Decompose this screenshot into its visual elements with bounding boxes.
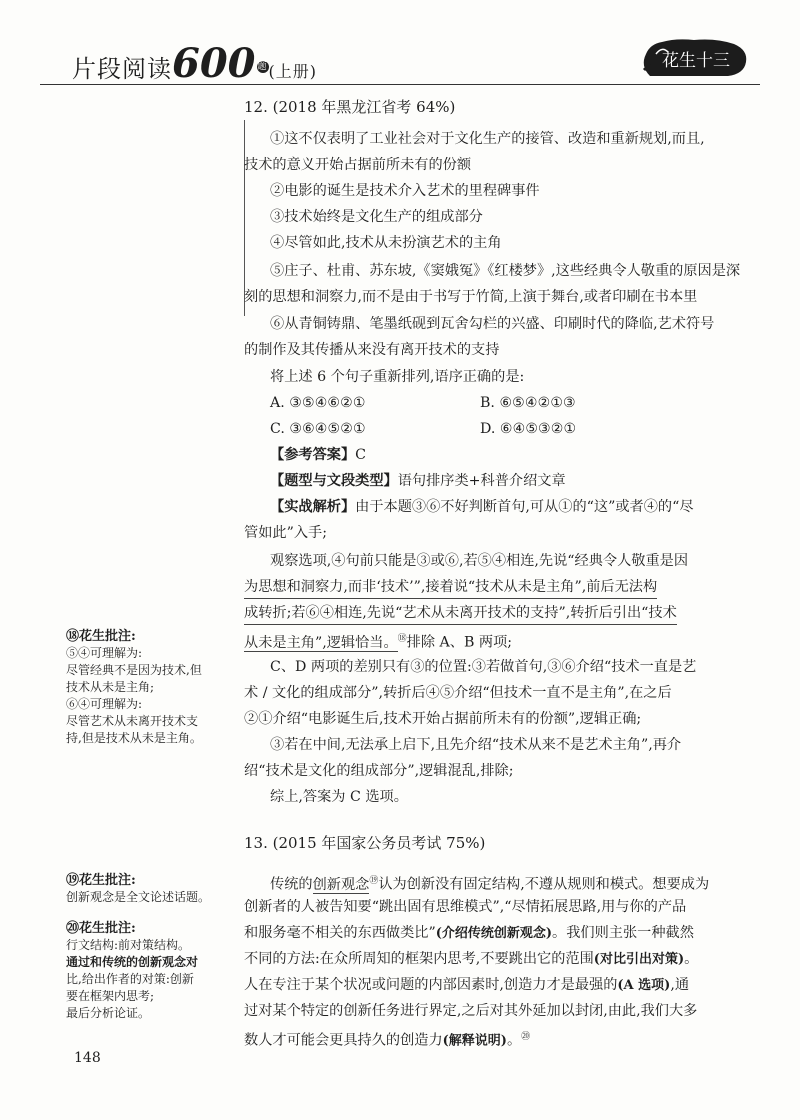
passage-13-text-4a: 不同的方法:在众所周知的框架内思考,不要跳出它的范围: [244, 951, 594, 967]
passage-13-text-7a: 数人才可能会更具持久的创造力: [244, 1032, 443, 1049]
analysis-para-2-line-1: 观察选项,④句前只能是③或⑥,若⑤④相连,先说“经典令人敬重是因: [270, 553, 689, 569]
note-20-marker: ⑳: [521, 1032, 531, 1042]
header-title-prefix: 片段阅读: [72, 55, 172, 83]
analysis-line-2: 管如此”入手;: [244, 525, 327, 541]
logo-graphic: [636, 36, 752, 80]
header-rule: [40, 84, 760, 85]
type-label: 【题型与文段类型】: [270, 473, 398, 489]
side-note-20-line-3: 比,给出作者的对策:创新: [66, 972, 194, 986]
passage-13-text-5a: 人在专注于某个状况或问题的内部因素时,创造力才是最强的: [244, 977, 618, 993]
sentence-1-line-1: ①这不仅表明了工业社会对于文化生产的接管、改造和重新规划,而且,: [270, 131, 705, 147]
passage-13-text-1a: 传统的: [270, 876, 313, 893]
side-note-19-title: ⑲花生批注:: [66, 873, 136, 888]
sentence-5-line-2: 刻的思想和洞察力,而不是由于书写于竹简,上演于舞台,或者印刷在书本里: [244, 289, 698, 305]
side-note-18: [66, 628, 202, 747]
type-value: 语句排序类+科普介绍文章: [397, 473, 566, 489]
sentence-5-line-1: ⑤庄子、杜甫、苏东坡,《窦娥冤》《红楼梦》,这些经典令人敬重的原因是深: [270, 263, 741, 279]
sentence-6-line-1: ⑥从青铜铸鼎、笔墨纸砚到瓦舍勾栏的兴盛、印刷时代的降临,艺术符号: [270, 316, 715, 332]
brand-logo: [636, 36, 752, 80]
passage-13-line-6: 过对某个特定的创新任务进行界定,之后对其外延加以封闭,由此,我们大多: [244, 1003, 698, 1019]
passage-13-text-3b: 。我们则主张一种截然: [552, 925, 694, 941]
analysis-para-3-line-2: 术 / 文化的组成部分”,转折后④⑤介绍“但技术一直不是主角”,在之后: [244, 685, 672, 701]
answer-label: 【参考答案】: [270, 447, 356, 463]
side-note-20-line-1: 行文结构:前对策结构。: [66, 938, 191, 952]
passage-13-line-7: [244, 1026, 530, 1053]
side-note-18-line-2: 尽管经典不是因为技术,但: [66, 663, 202, 677]
note-19-marker: ⑲: [369, 876, 379, 886]
analysis-line-1: [270, 496, 694, 518]
reference-answer: [270, 444, 366, 466]
sentence-6-line-2: 的制作及其传播从来没有离开技术的支持: [244, 342, 500, 358]
sentence-2: ②电影的诞生是技术介入艺术的里程碑事件: [270, 183, 540, 199]
option-d: D. ⑥④⑤③②①: [480, 421, 577, 437]
header-title-badge: 题: [257, 62, 268, 72]
analysis-para-4-line-2: 绍“技术是文化的组成部分”,逻辑混乱,排除;: [244, 763, 514, 779]
passage-13-line-4: [244, 948, 698, 971]
analysis-para-3-line-3: ②①介绍“电影诞生后,技术开始占据前所未有的份额”,逻辑正确;: [244, 711, 642, 727]
passage-13-annotation-2: (对比引出对策): [593, 952, 685, 967]
running-header-title: [72, 40, 317, 87]
analysis-eliminate: 排除 A、B 两项;: [406, 634, 513, 651]
sentence-3: ③技术始终是文化生产的组成部分: [270, 209, 483, 225]
passage-13-line-5: [244, 974, 689, 997]
analysis-conclusion: 综上,答案为 C 选项。: [270, 789, 408, 805]
sentence-1-line-2: 技术的意义开始占据前所未有的份额: [244, 157, 472, 173]
passage-13-annotation-1: (介绍传统创新观念): [435, 926, 553, 941]
analysis-underlined-text: 从未是主角”,逻辑恰当。: [244, 634, 398, 651]
passage-13-text-1b: 认为创新没有固定结构,不遵从规则和模式。想要成为: [378, 876, 710, 893]
header-title-number: 600: [172, 40, 256, 87]
logo-text: 花生十三: [662, 51, 730, 71]
analysis-para-3-line-1: C、D 两项的差别只有③的位置:③若做首句,③⑥介绍“技术一直是艺: [270, 659, 697, 675]
analysis-label: 【实战解析】: [270, 499, 356, 515]
passage-13-text-3a: 和服务毫不相关的东西做类比”: [244, 925, 436, 941]
analysis-para-4-line-1: ③若在中间,无法承上启下,且先介绍“技术从来不是艺术主角”,再介: [270, 737, 682, 753]
passage-13-line-3: [244, 922, 694, 945]
side-note-18-line-4: ⑥④可理解为:: [66, 697, 143, 711]
question-13-heading: 13. (2015 年国家公务员考试 75%): [244, 834, 486, 852]
question-12-heading: 12. (2018 年黑龙江省考 64%): [244, 98, 456, 116]
analysis-para-2-line-3: 成转折;若⑥④相连,先说“艺术从未离开技术的支持”,转折后引出“技术: [244, 602, 677, 625]
side-note-20-line-4: 要在框架内思考;: [66, 989, 155, 1003]
passage-13-text-7b: 。: [506, 1032, 522, 1049]
question-prompt: 将上述 6 个句子重新排列,语序正确的是:: [270, 369, 525, 385]
option-b: B. ⑥⑤④②①③: [480, 395, 576, 411]
answer-value: C: [355, 447, 366, 463]
side-note-18-line-3: 技术从未是主角;: [66, 680, 155, 694]
analysis-para-2-line-4: [244, 628, 512, 654]
passage-13-text-4b: 。: [684, 951, 699, 967]
side-note-18-line-1: ⑤④可理解为:: [66, 646, 143, 660]
side-note-18-line-5: 尽管艺术从未离开技术支: [66, 714, 199, 728]
question-type: [270, 470, 566, 492]
side-note-20-line-2: 通过和传统的创新观念对: [66, 955, 199, 969]
option-c: C. ③⑥④⑤②①: [270, 421, 366, 437]
side-note-20: [66, 920, 198, 1022]
side-note-18-line-6: 持,但是技术从未是主角。: [66, 731, 202, 745]
passage-13-annotation-4: (解释说明): [442, 1033, 507, 1049]
analysis-para-2-line-2: 为思想和洞察力,而非‘技术’”,接着说“技术从未是主角”,前后无法构: [244, 576, 657, 599]
analysis-text-1: 由于本题③⑥不好判断首句,可从①的“这”或者④的“尽: [355, 499, 694, 515]
passage-13-underlined-term: 创新观念: [312, 876, 370, 893]
option-a: A. ③⑤④⑥②①: [270, 395, 366, 411]
sentence-4: ④尽管如此,技术从未扮演艺术的主角: [270, 235, 502, 251]
header-title-volume: (上册): [268, 62, 317, 81]
side-note-18-title: ⑱花生批注:: [66, 629, 136, 644]
passage-13-line-1: [270, 870, 709, 896]
side-note-20-title: ⑳花生批注:: [66, 921, 136, 936]
passage-13-line-2: 创新者的人被告知要“跳出固有思维模式”,“尽情拓展思路,用与你的产品: [244, 899, 687, 915]
page-number: 148: [74, 1050, 101, 1066]
side-note-19: [66, 872, 210, 906]
side-note-20-line-5: 最后分析论证。: [66, 1006, 151, 1020]
side-note-19-line-1: 创新观念是全文论述话题。: [66, 890, 211, 904]
passage-13-text-5b: ,通: [670, 977, 690, 993]
note-18-marker: ⑱: [397, 634, 407, 644]
passage-13-annotation-3: (A 选项): [617, 978, 671, 993]
